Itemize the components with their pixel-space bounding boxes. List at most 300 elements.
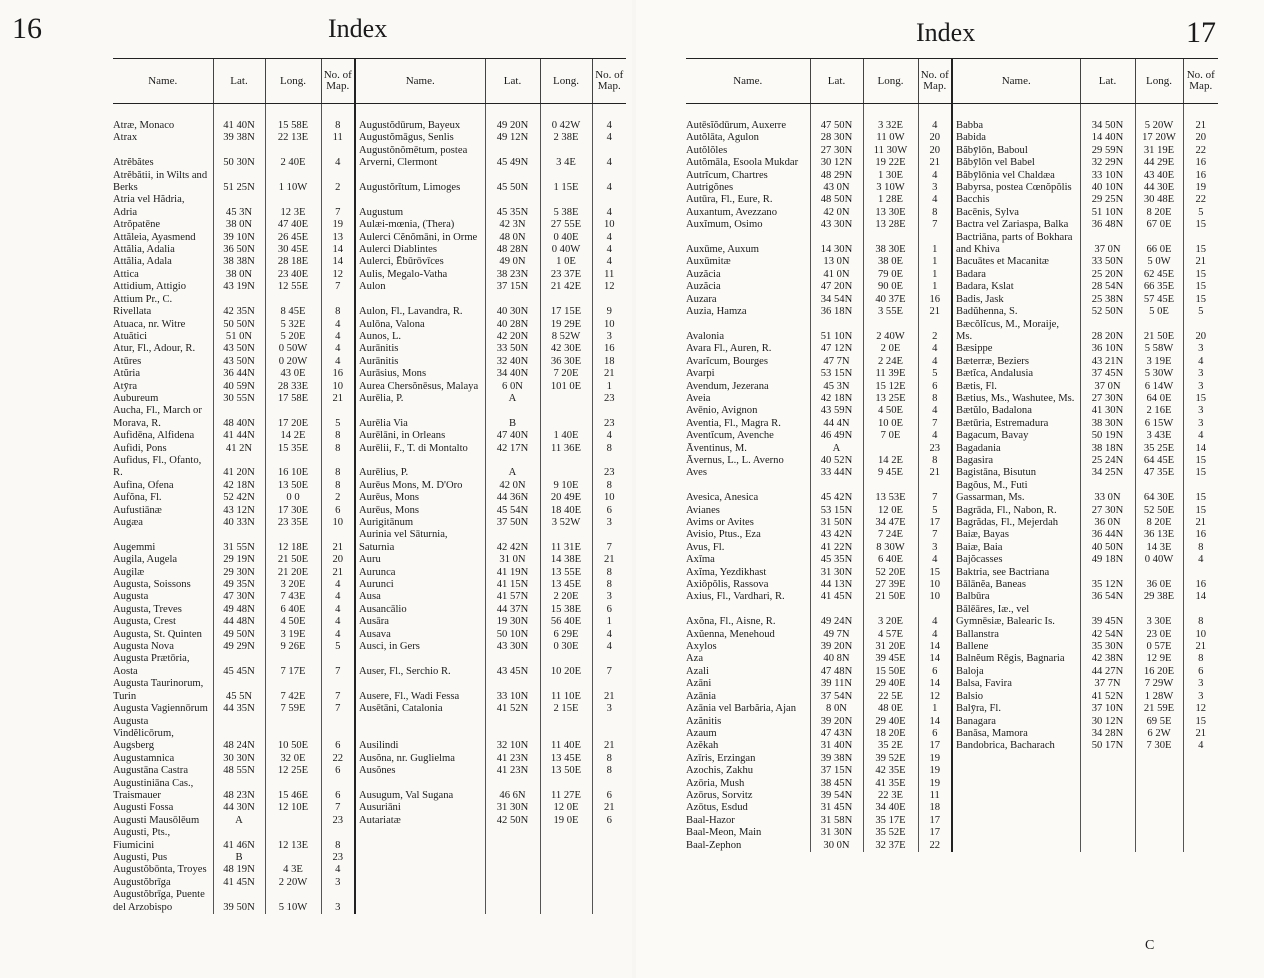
latitude: 37 15N [485,281,540,293]
place-name: Atȳra [113,380,138,392]
latitude: 42 35N [213,294,265,319]
column-header-name: Name. [952,59,1080,104]
longitude: 7 59E [265,703,321,715]
longitude: 19 0E [540,815,592,827]
longitude: 10 20E [540,653,592,678]
map-number: 5 [918,368,952,380]
longitude: 41 35E [863,778,918,790]
place-name: Aurinia vel Sāturnia, Saturnia [355,529,485,554]
place-name: Autēsĭŏdūrum, Auxerre [686,120,787,131]
map-number: 19 [918,765,952,777]
latitude: 47 7N [810,356,863,368]
map-number: 21 [321,567,355,579]
longitude: 7 29W [1135,678,1183,690]
longitude: 7 43E [265,591,321,603]
map-number: 13 [321,232,355,244]
map-number: 15 [1183,480,1218,505]
place-name: Bandobrica, Bacharach [952,740,1080,752]
map-number: 8 [918,393,952,405]
map-number: 8 [321,294,355,319]
map-number: 8 [1183,604,1218,629]
longitude: 42 30E [540,343,592,355]
latitude: 30 12N [1080,716,1135,728]
latitude: 43 21N [1080,356,1135,368]
map-number: 14 [918,653,952,665]
map-number: 21 [918,306,952,318]
latitude: 45 5N [213,678,265,703]
place-name: Augusti Mausōlēum [113,814,200,826]
latitude: 45 3N [213,194,265,219]
longitude: 22 3E [863,790,918,802]
place-name: Auxantum, Avezzano [686,206,777,218]
map-number: 7 [918,219,952,231]
longitude: 23 0E [1135,629,1183,641]
place-name: Bagŏus, M., Futi Gassarman, Ms. [952,480,1080,505]
map-number: 16 [592,343,626,355]
longitude: 11 30W [863,145,918,157]
table-row [686,418,1218,430]
latitude: 35 30N [1080,641,1135,653]
longitude: 64 45E [1135,455,1183,467]
map-number: 10 [592,319,626,331]
map-number: 10 [918,591,952,603]
place-name: Atrŏpatēne [113,219,161,231]
latitude: 50 19N [1080,430,1135,442]
longitude: 7 0E [863,430,918,442]
longitude: 9 10E [540,480,592,492]
map-number: 4 [321,604,355,616]
longitude: 47 40E [265,219,321,231]
longitude: 66 35E [1135,281,1183,293]
longitude: 64 0E [1135,393,1183,405]
table-row [113,244,626,256]
place-name: Azănitis [686,715,722,727]
latitude: 40 50N [1080,542,1135,554]
map-number: 4 [918,194,952,206]
longitude: 9 45E [863,467,918,479]
longitude: 16 10E [265,455,321,480]
place-name: Āventinus, M. [686,442,747,454]
table-row [686,443,1218,455]
place-name: Aufidēna, Alfidena [113,430,195,442]
place-name: Bætūria, Estremadura [952,418,1080,430]
longitude: 12 25E [265,765,321,777]
longitude: 13 53E [863,480,918,505]
place-name: Avus, Fl. [686,541,725,553]
longitude [540,877,592,889]
longitude: 18 40E [540,505,592,517]
place-name: Ausilindi [355,716,485,753]
table-row [686,393,1218,405]
map-number: 20 [918,145,952,157]
map-number: 15 [918,567,952,579]
latitude: 50 50N [213,319,265,331]
map-number: 6 [592,604,626,616]
longitude: 15 58E [265,120,321,132]
latitude: 25 24N [1080,455,1135,467]
longitude: 13 50E [265,480,321,492]
latitude: 44 48N [213,616,265,628]
table-row [113,356,626,368]
place-name: Ausuriāni [355,802,485,814]
latitude: 43 42N [810,529,863,541]
place-name: Babba [952,120,1080,132]
longitude: 66 0E [1135,232,1183,257]
map-number: 8 [321,430,355,442]
latitude: 29 19N [213,554,265,566]
map-number: 14 [918,716,952,728]
place-name: Atrax [113,132,138,144]
longitude: 79 0E [863,269,918,281]
longitude [540,393,592,405]
longitude: 12 3E [265,194,321,219]
longitude: 2 40W [863,319,918,344]
map-number: 8 [592,753,626,765]
place-name: Augæa [113,517,144,528]
table-row [113,765,626,777]
table-row [113,529,626,554]
place-name: Atuătici [113,330,148,342]
longitude: 35 25E [1135,443,1183,455]
table-row [686,815,1218,827]
longitude: 0 50W [265,343,321,355]
map-number: 5 [1183,207,1218,219]
place-name: Bagadania [952,443,1080,455]
longitude: 13 25E [863,393,918,405]
latitude: 48 28N [485,244,540,256]
latitude: 25 20N [1080,269,1135,281]
latitude: 36 54N [1080,591,1135,603]
map-number: 8 [918,207,952,219]
map-number: 7 [918,418,952,430]
longitude: 7 30E [1135,740,1183,752]
latitude: 47 12N [810,343,863,355]
longitude: 1 28E [863,194,918,206]
latitude [1080,765,1135,777]
longitude: 15 46E [265,778,321,803]
latitude: 41 46N [213,827,265,852]
longitude: 90 0E [863,281,918,293]
map-number: 4 [321,343,355,355]
latitude: 38 0N [213,269,265,281]
latitude: 45 49N [485,145,540,170]
place-name: Augustŏdūrum, Bayeux [355,120,485,132]
map-number: 16 [1183,157,1218,169]
table-row [113,170,626,195]
place-name: Axiŏpŏlis, Rassova [686,579,769,591]
longitude: 0 20W [265,356,321,368]
place-name: Augustum [355,194,485,219]
column-header-lat: Lat. [810,59,863,104]
place-name: Azāni [686,678,712,690]
longitude: 22 5E [863,691,918,703]
longitude: 101 0E [540,381,592,393]
table-row [686,802,1218,814]
place-name: Ausētāni, Catalonia [355,703,485,715]
latitude: 47 48N [810,666,863,678]
table-row [113,256,626,268]
map-number: 21 [592,802,626,814]
latitude: 44 37N [485,604,540,616]
longitude: 14 3E [1135,542,1183,554]
longitude: 27 55E [540,219,592,231]
longitude: 12 9E [1135,653,1183,665]
longitude: 0 57E [1135,641,1183,653]
map-number: 4 [592,120,626,132]
place-name: Azĕkah [686,740,719,752]
longitude: 43 40E [1135,170,1183,182]
longitude [1135,790,1183,802]
latitude: A [810,443,863,455]
table-row [686,505,1218,517]
table-row [686,368,1218,380]
table-row [113,716,626,753]
map-number: 8 [918,455,952,467]
latitude: 49 50N [213,629,265,641]
map-number: 21 [1183,256,1218,268]
longitude: 1 30E [863,170,918,182]
latitude: 48 24N [213,716,265,753]
longitude: 17 20E [265,405,321,430]
longitude: 15 12E [863,381,918,393]
map-number: 3 [592,331,626,343]
map-number: 20 [1183,319,1218,344]
latitude: 40 30N [485,294,540,319]
longitude: 3 19E [265,629,321,641]
longitude: 1 15E [540,170,592,195]
longitude: 52 50E [1135,505,1183,517]
latitude: 38 0N [213,219,265,231]
latitude: 48 0N [485,232,540,244]
longitude: 5 20W [1135,120,1183,132]
longitude: 36 13E [1135,529,1183,541]
place-name: Augusta Taurinorum, Turin [113,678,204,702]
table-row [686,120,1218,132]
latitude: 47 20N [810,281,863,293]
place-name: Badara [952,269,1080,281]
map-number: 4 [321,331,355,343]
latitude: 39 54N [810,790,863,802]
table-row [113,294,626,319]
latitude: 39 11N [810,678,863,690]
latitude: 51 10N [810,319,863,344]
place-name: Aurēus, Mons [355,505,485,517]
longitude: 0 40W [540,244,592,256]
map-number: 4 [1183,554,1218,566]
table-row [686,529,1218,541]
place-name: Auxūme, Auxum [686,244,759,256]
map-number: 4 [592,194,626,219]
map-number: 7 [321,194,355,219]
latitude: 51 0N [213,331,265,343]
map-number: 21 [1183,641,1218,653]
place-name: Baloja [952,666,1080,678]
place-name: Bagrădas, Fl., Mejerdah [952,517,1080,529]
place-name: Baiæ, Bayas [952,529,1080,541]
longitude: 11 10E [540,678,592,703]
latitude: 38 45N [810,778,863,790]
place-name: Attidium, Attigio [113,281,186,293]
place-name: Autūra, Fl., Eure, R. [686,194,773,206]
latitude: 45 35N [810,554,863,566]
place-name: Ballene [952,641,1080,653]
longitude: 6 40E [265,604,321,616]
map-number: 8 [1183,542,1218,554]
longitude: 32 37E [863,840,918,852]
place-name: Attălia, Adalia [113,244,175,256]
table-row [686,306,1218,318]
longitude: 5 0W [1135,256,1183,268]
table-row [113,269,626,281]
map-number: 6 [1183,666,1218,678]
map-number: 4 [918,356,952,368]
map-number: 1 [592,616,626,628]
latitude: 43 50N [213,343,265,355]
latitude: 43 50N [213,356,265,368]
spacer-cell [918,104,952,121]
map-number [1183,765,1218,777]
latitude: 42 3N [485,219,540,231]
latitude: 36 10N [1080,343,1135,355]
place-name: Aunos, L. [355,331,485,343]
place-name: Balsio [952,691,1080,703]
longitude [540,405,592,430]
place-name: Aventĭcum, Avenche [686,430,774,442]
longitude: 8 30W [863,542,918,554]
longitude: 4 50E [863,405,918,417]
latitude [485,864,540,876]
latitude: 38 38N [213,256,265,268]
place-name: Augusta, Treves [113,603,182,615]
map-number: 5 [1183,306,1218,318]
latitude: 34 40N [485,368,540,380]
map-number: 21 [592,554,626,566]
table-row [113,393,626,405]
latitude: 45 42N [810,480,863,505]
latitude: 27 30N [1080,393,1135,405]
latitude: 43 59N [810,405,863,417]
latitude: 49 48N [213,604,265,616]
longitude: 15 50E [863,666,918,678]
map-number: 4 [321,864,355,876]
place-name: Băbȳlōn vel Babel [952,157,1080,169]
longitude: 8 52W [540,331,592,343]
map-number [1183,802,1218,814]
map-number: 1 [918,281,952,293]
place-name: Atuaca, nr. Witre [113,318,186,330]
longitude: 2 20W [265,877,321,889]
latitude: 41 20N [213,455,265,480]
map-number: 1 [918,703,952,715]
place-name: Badara, Kslat [952,281,1080,293]
map-number: 3 [1183,368,1218,380]
table-row [113,703,626,715]
spacer-cell [355,104,485,121]
longitude: 3 4E [540,145,592,170]
longitude: 3 19E [1135,356,1183,368]
map-number: 15 [1183,393,1218,405]
place-name: Bætŭlo, Badalona [952,405,1080,417]
map-number: 20 [1183,132,1218,144]
map-number: 21 [1183,120,1218,132]
map-number: 21 [321,393,355,405]
place-name [355,852,485,864]
map-number: 17 [918,517,952,529]
longitude: 57 45E [1135,294,1183,306]
map-number: 4 [321,629,355,641]
longitude: 56 40E [540,616,592,628]
place-name: Ausŏnes [355,765,485,777]
map-number: 4 [592,430,626,442]
table-row [686,132,1218,144]
place-name: Autrigŏnes [686,182,734,194]
place-name: Auru [355,554,485,566]
latitude: 38 18N [1080,443,1135,455]
longitude [1135,840,1183,852]
longitude: 62 45E [1135,269,1183,281]
table-row [686,591,1218,603]
longitude: 3 32E [863,120,918,132]
table-row [686,740,1218,752]
longitude: 12 18E [265,529,321,554]
longitude: 8 20E [1135,207,1183,219]
latitude: 36 44N [213,368,265,380]
place-name: Augusti Fossa [113,802,174,814]
latitude: 49 35N [213,579,265,591]
place-name: Axius, Fl., Vardhari, R. [686,591,785,603]
place-name: Ballanstra [952,629,1080,641]
place-name: Aufŏna, Fl. [113,492,162,504]
longitude: 34 47E [863,517,918,529]
latitude: 37 0N [1080,381,1135,393]
latitude: 48 29N [810,170,863,182]
map-number: 8 [1183,653,1218,665]
map-number: 8 [592,567,626,579]
place-name: Augusta Vagiennōrum [113,703,208,715]
latitude: 31 55N [213,529,265,554]
place-name: Avianes [686,504,720,516]
place-name: Axylos [686,641,717,653]
map-number: 14 [321,256,355,268]
place-name: Badis, Jask [952,294,1080,306]
place-name: Aulerci Diablintes [355,244,485,256]
latitude: 8 0N [810,703,863,715]
longitude: 0 40W [1135,554,1183,566]
longitude: 31 20E [863,641,918,653]
latitude: 36 44N [1080,529,1135,541]
latitude: 42 18N [213,480,265,492]
place-name: Atŭria [113,368,141,380]
longitude: 17 15E [540,294,592,319]
place-name: Auzia, Hamza [686,306,747,318]
longitude: 44 29E [1135,157,1183,169]
map-number: 3 [321,889,355,914]
latitude: 41 23N [485,753,540,765]
latitude: 43 45N [485,653,540,678]
latitude: 33 44N [810,467,863,479]
longitude: 10 0E [863,418,918,430]
longitude: 67 0E [1135,219,1183,231]
table-row [113,554,626,566]
latitude: 31 58N [810,815,863,827]
place-name: Aurēus, Mons [355,492,485,504]
latitude: B [485,405,540,430]
longitude: 23 40E [265,269,321,281]
place-name: Atūres [113,355,142,367]
table-row [113,877,626,889]
place-name: Ausava [355,629,485,641]
longitude: 7 42E [265,678,321,703]
